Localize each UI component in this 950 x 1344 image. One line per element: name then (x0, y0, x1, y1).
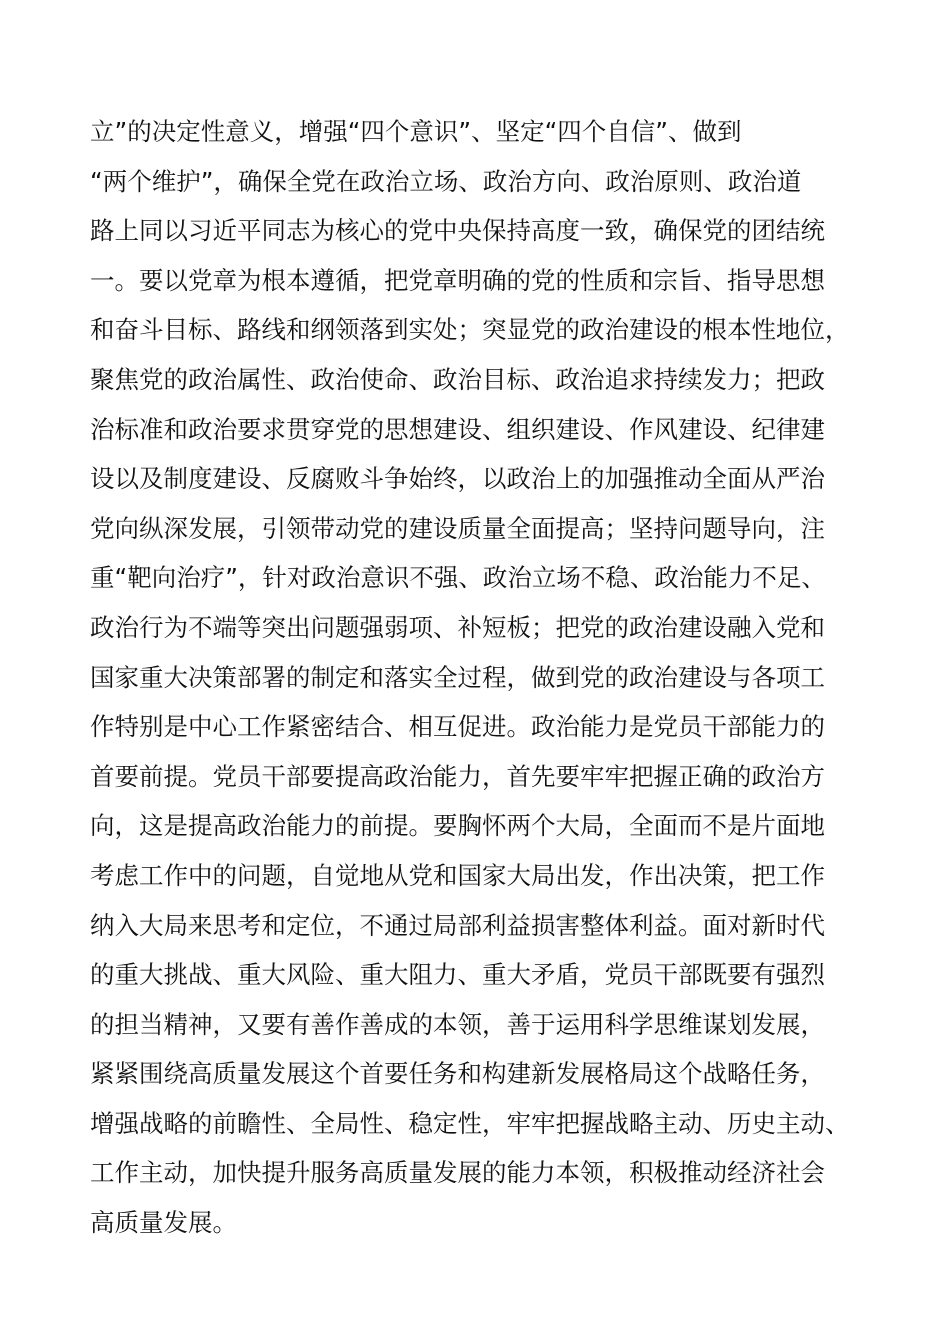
text-line: 党向纵深发展，引领带动党的建设质量全面提高；坚持问题导向，注 (90, 513, 825, 543)
text-line: 和奋斗目标、路线和纲领落到实处；突显党的政治建设的根本性地位， (90, 315, 850, 345)
text-line: 的担当精神，又要有善作善成的本领，善于运用科学思维谋划发展， (90, 1009, 825, 1039)
text-line: 国家重大决策部署的制定和落实全过程，做到党的政治建设与各项工 (90, 662, 825, 692)
text-line: 政治行为不端等突出问题强弱项、补短板；把党的政治建设融入党和 (90, 612, 825, 642)
text-line: 聚焦党的政治属性、政治使命、政治目标、政治追求持续发力；把政 (90, 364, 825, 394)
text-line: 紧紧围绕高质量发展这个首要任务和构建新发展格局这个战略任务， (90, 1059, 825, 1089)
text-line: 治标准和政治要求贯穿党的思想建设、组织建设、作风建设、纪律建 (90, 414, 825, 444)
text-line: 工作主动，加快提升服务高质量发展的能力本领，积极推动经济社会 (90, 1158, 825, 1188)
text-line: 路上同以习近平同志为核心的党中央保持高度一致，确保党的团结统 (90, 216, 825, 246)
text-line: 向，这是提高政治能力的前提。要胸怀两个大局，全面而不是片面地 (90, 811, 825, 841)
text-line: 考虑工作中的问题，自觉地从党和国家大局出发，作出决策，把工作 (90, 860, 825, 890)
body-paragraph (90, 107, 880, 1248)
text-line: 设以及制度建设、反腐败斗争始终，以政治上的加强推动全面从严治 (90, 464, 825, 494)
text-line: “两个维护”，确保全党在政治立场、政治方向、政治原则、政治道 (90, 166, 802, 196)
text-line: 纳入大局来思考和定位，不通过局部利益损害整体利益。面对新时代 (90, 910, 825, 940)
text-line: 高质量发展。 (90, 1208, 237, 1238)
text-line: 一。要以党章为根本遵循，把党章明确的党的性质和宗旨、指导思想 (90, 265, 825, 295)
text-line: 的重大挑战、重大风险、重大阻力、重大矛盾，党员干部既要有强烈 (90, 960, 825, 990)
text-line: 重“靶向治疗”，针对政治意识不强、政治立场不稳、政治能力不足、 (90, 563, 826, 593)
text-line: 首要前提。党员干部要提高政治能力，首先要牢牢把握正确的政治方 (90, 761, 825, 791)
text-line: 增强战略的前瞻性、全局性、稳定性，牢牢把握战略主动、历史主动、 (90, 1108, 850, 1138)
text-line: 作特别是中心工作紧密结合、相互促进。政治能力是党员干部能力的 (90, 712, 825, 742)
text-line: 立”的决定性意义，增强“四个意识”、坚定“四个自信”、做到 (90, 117, 742, 146)
